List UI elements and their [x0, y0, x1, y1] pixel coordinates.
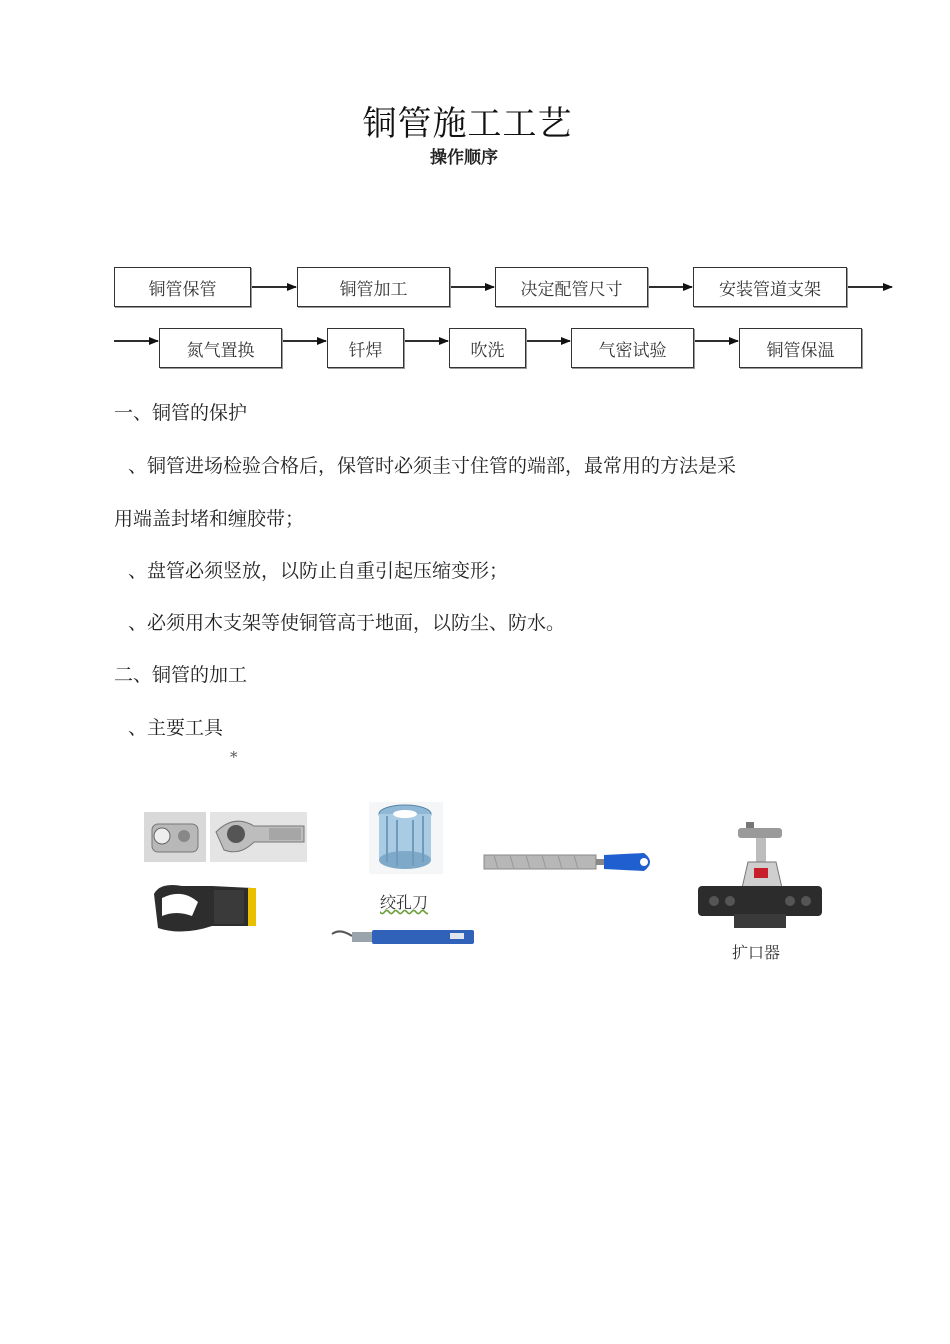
paragraph-line: 、主要工具: [128, 717, 224, 739]
paragraph-line: 、必须用木支架等使铜管高于地面，以防尘、防水。: [128, 612, 566, 634]
asterisk-mark: *: [230, 748, 238, 766]
flow-step-label: 安装管道支架: [719, 279, 821, 300]
file-tool-icon: [484, 851, 656, 875]
section-heading-processing: 二、铜管的加工: [114, 664, 248, 686]
flaring-tool-icon: [694, 822, 826, 934]
tube-cutter-icon: [152, 880, 264, 938]
flaring-tool-label: 扩口器: [732, 943, 781, 962]
flow-step-label: 钎焊: [348, 340, 383, 361]
flow-arrows: [0, 0, 950, 400]
flow-step-label: 吹洗: [470, 340, 505, 361]
reamer-label: 绞孔刀: [380, 893, 429, 912]
flow-step-label: 铜管加工: [339, 279, 408, 300]
reamer-icon: [369, 802, 443, 874]
section-heading-protection: 一、铜管的保护: [114, 402, 248, 424]
page-title: 铜管施工工艺: [362, 104, 573, 144]
paragraph-line: 、铜管进场检验合格后，保管时必须圭寸住管的端部，最常用的方法是采: [128, 455, 737, 477]
deburring-tool-icon: [330, 928, 476, 948]
flow-step-label: 氮气置换: [186, 340, 255, 361]
flow-step-label: 铜管保管: [148, 279, 217, 300]
flow-step-label: 气密试验: [598, 340, 667, 361]
flow-step-label: 决定配管尺寸: [520, 279, 623, 300]
pipe-cutter-icon: [144, 812, 309, 864]
flow-step-label: 铜管保温: [766, 340, 835, 361]
paragraph-line: 用端盖封堵和缠胶带；: [114, 508, 305, 530]
paragraph-line: 、盘管必须竖放，以防止自重引起压缩变形；: [128, 560, 509, 582]
page-subtitle: 操作顺序: [430, 148, 498, 168]
